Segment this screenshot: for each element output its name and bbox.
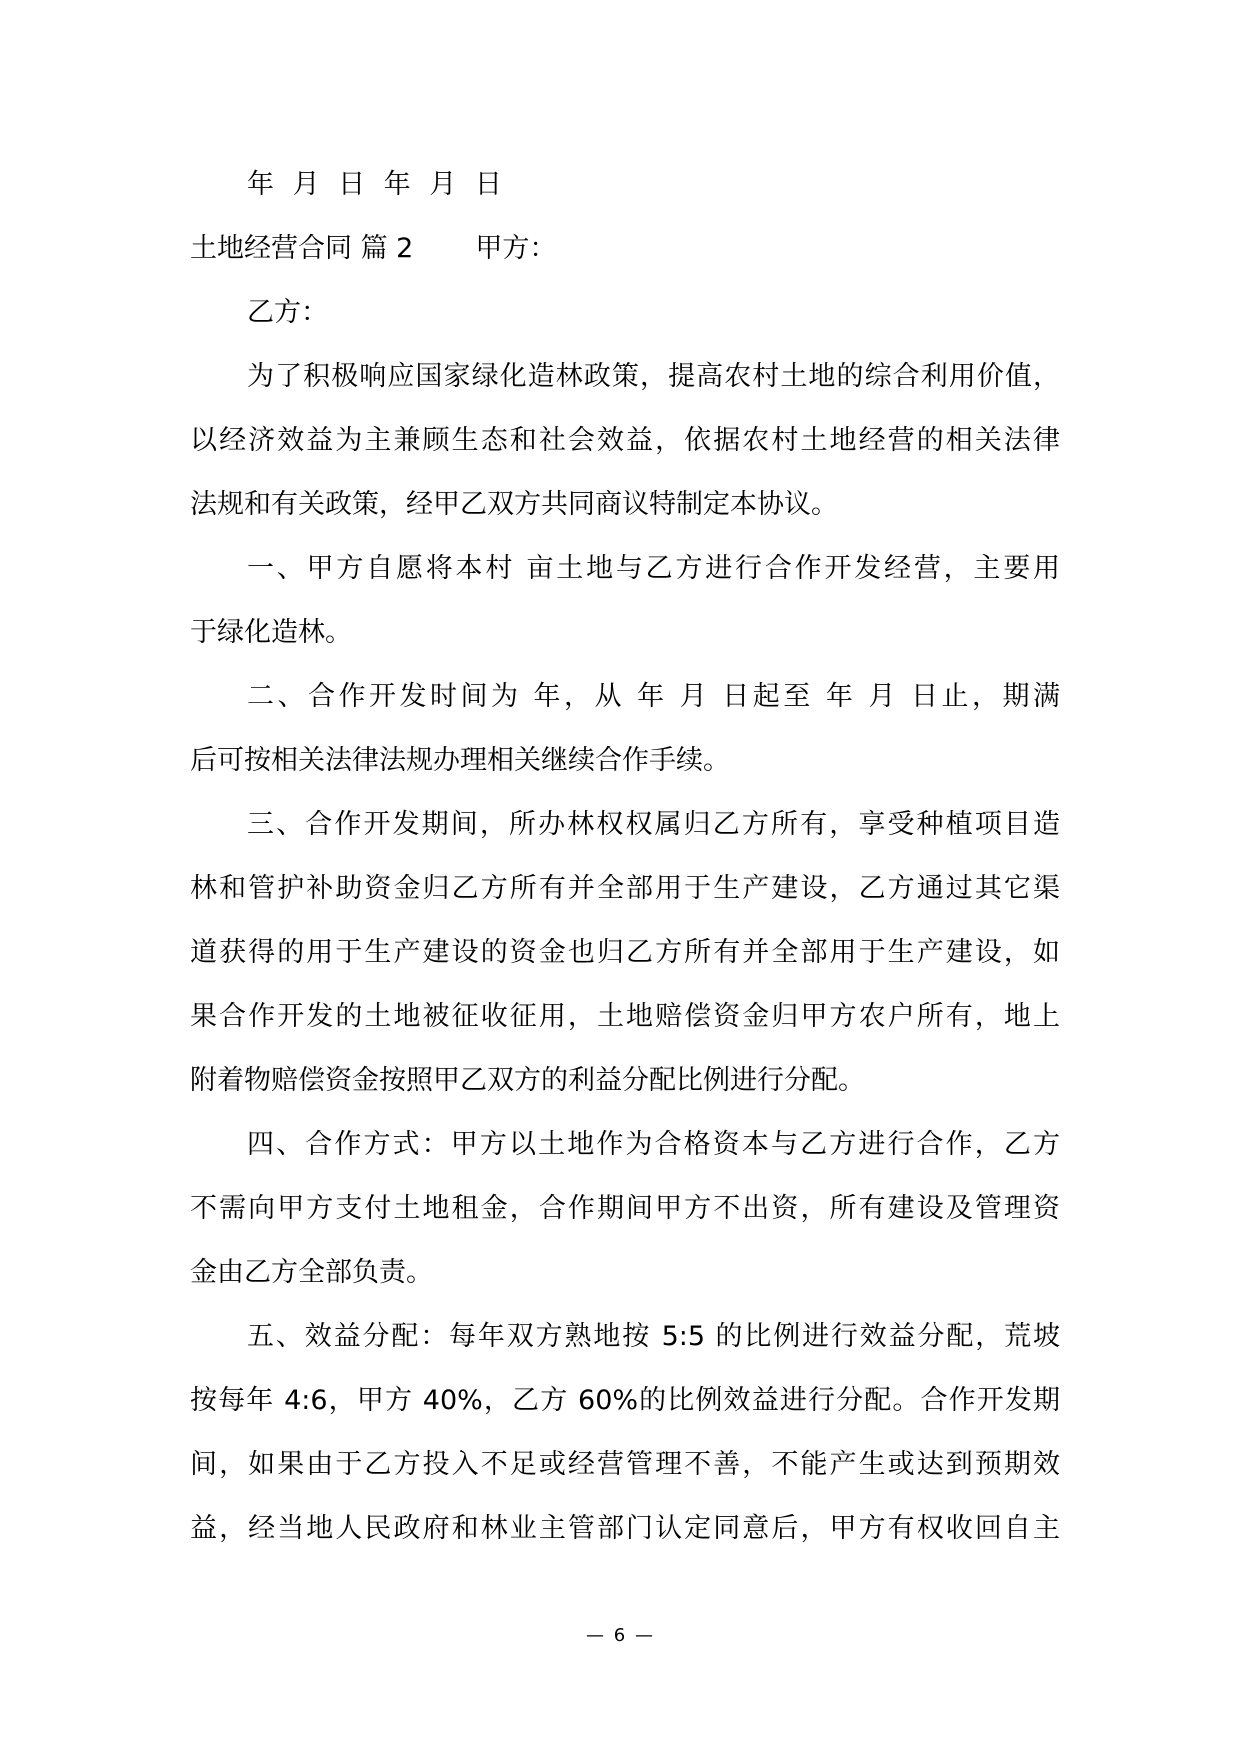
document-body xyxy=(190,153,1060,1561)
party-a-label: 甲方： xyxy=(475,233,557,264)
contract-title: 土地经营合同 篇 2 xyxy=(190,233,414,264)
clause-4-line: 不需向甲方支付土地租金，合作期间甲方不出资，所有建设及管理资 xyxy=(190,1193,1060,1224)
paragraph-line: 以经济效益为主兼顾生态和社会效益，依据农村土地经营的相关法律 xyxy=(190,425,1060,456)
clause-2-line: 二、合作开发时间为 年，从 年 月 日起至 年 月 日止，期满 xyxy=(247,681,1060,712)
party-b-label: 乙方： xyxy=(247,297,328,328)
clause-3-line: 三、合作开发期间，所办林权权属归乙方所有，享受种植项目造 xyxy=(247,809,1060,840)
clause-5-line: 五、效益分配：每年双方熟地按 5:5 的比例进行效益分配，荒坡 xyxy=(247,1321,1060,1352)
clause-3-line: 果合作开发的土地被征收征用，土地赔偿资金归甲方农户所有，地上 xyxy=(190,1001,1060,1032)
clause-5-line: 益，经当地人民政府和林业主管部门认定同意后，甲方有权收回自主 xyxy=(190,1513,1060,1544)
clause-3-line: 道获得的用于生产建设的资金也归乙方所有并全部用于生产建设，如 xyxy=(190,937,1060,968)
clause-3-line: 林和管护补助资金归乙方所有并全部用于生产建设，乙方通过其它渠 xyxy=(190,873,1060,904)
contract-title-line xyxy=(190,217,1060,281)
clause-3-line: 附着物赔偿资金按照甲乙双方的利益分配比例进行分配。 xyxy=(190,1065,865,1096)
clause-2-line: 后可按相关法律法规办理相关继续合作手续。 xyxy=(190,745,730,776)
clause-1-line: 于绿化造林。 xyxy=(190,617,352,648)
clause-5-line: 间，如果由于乙方投入不足或经营管理不善，不能产生或达到预期效 xyxy=(190,1449,1060,1480)
clause-4-line: 四、合作方式：甲方以土地作为合格资本与乙方进行合作，乙方 xyxy=(247,1129,1060,1160)
clause-5-line: 按每年 4:6，甲方 40%，乙方 60%的比例效益进行分配。合作开发期 xyxy=(190,1385,1060,1416)
clause-1-line: 一、甲方自愿将本村 亩土地与乙方进行合作开发经营，主要用 xyxy=(247,553,1060,584)
paragraph-line: 法规和有关政策，经甲乙双方共同商议特制定本协议。 xyxy=(190,489,838,520)
clause-4-line: 金由乙方全部负责。 xyxy=(190,1257,433,1288)
page-number: — 6 — xyxy=(586,1625,655,1646)
signature-date-line: 年 月 日 年 月 日 xyxy=(247,169,502,200)
paragraph-line: 为了积极响应国家绿化造林政策，提高农村土地的综合利用价值， xyxy=(247,361,1060,392)
